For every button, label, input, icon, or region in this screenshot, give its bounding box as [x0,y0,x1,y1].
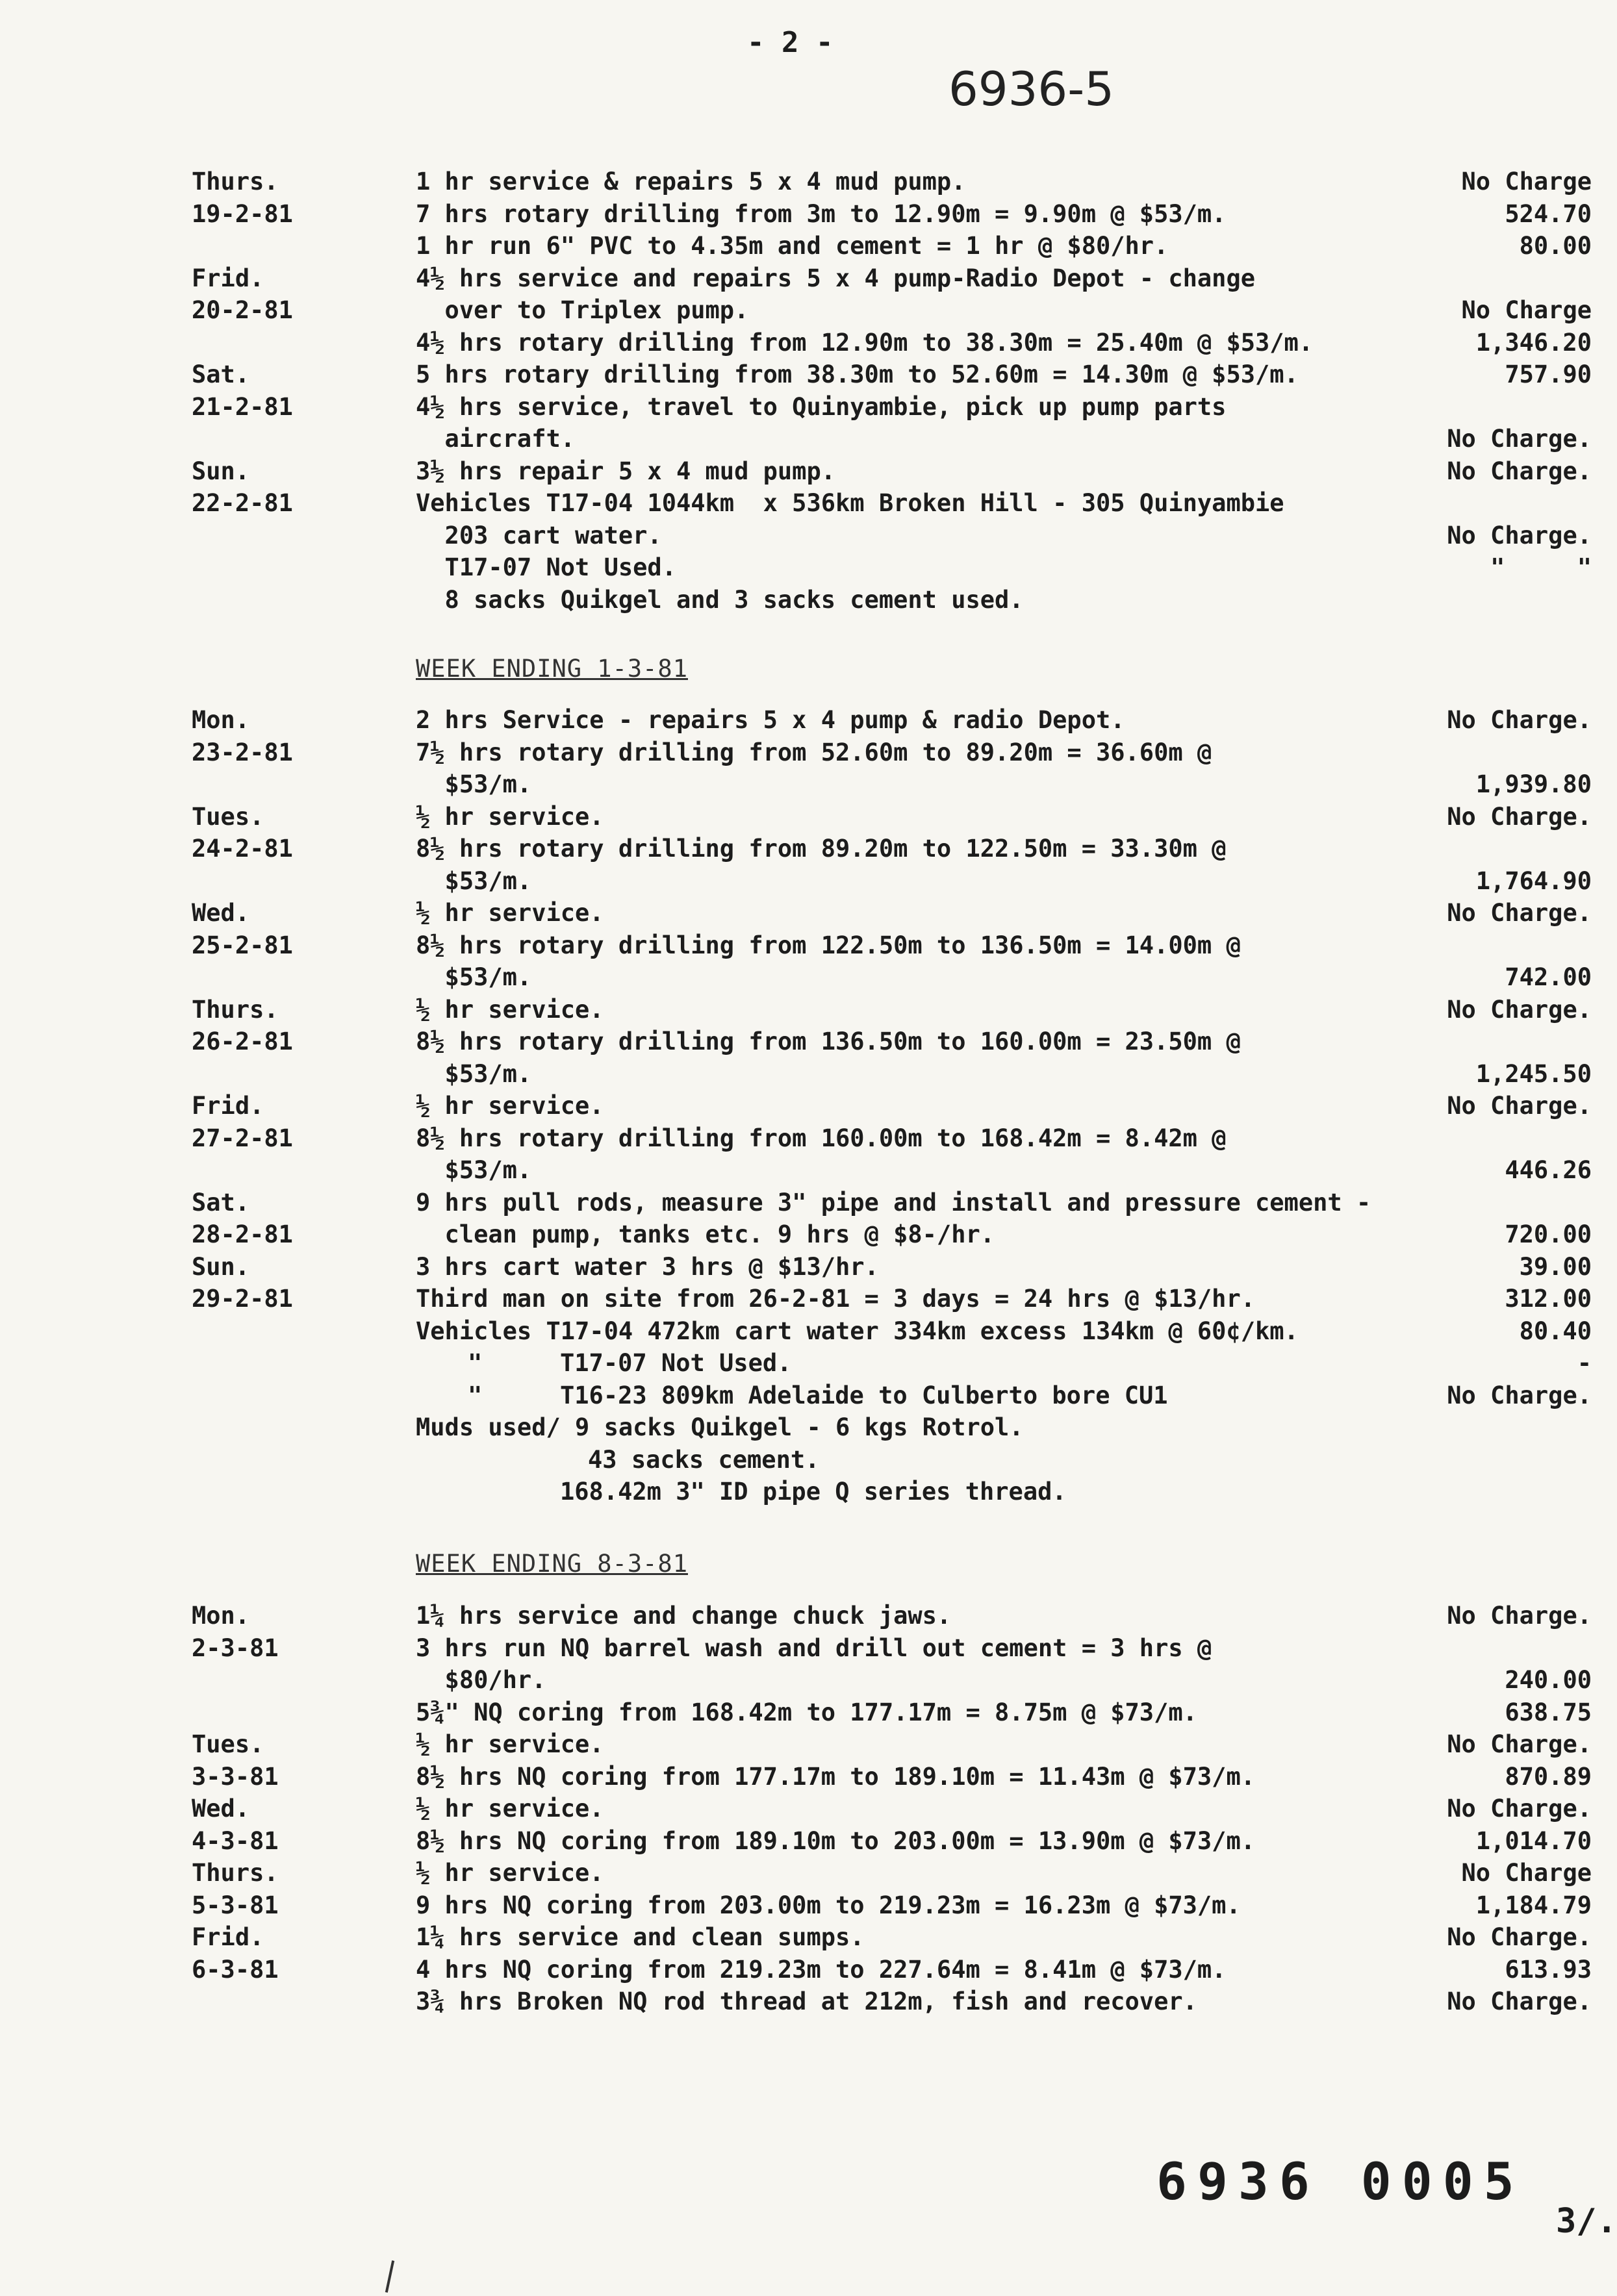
entry-row: Wed. ½ hr service. No Charge. [192,1795,1592,1823]
entry-row: 19-2-81 7 hrs rotary drilling from 3m to 12.90m = 9.90m @ $53/m. 524.70 [192,200,1592,228]
entry-row: $53/m. 446.26 [416,1156,1592,1184]
entry-row: 5-3-81 9 hrs NQ coring from 203.00m to 219.23m = 16.23m @ $73/m. 1,184.79 [192,1891,1592,1919]
entry-row: 26-2-81 8½ hrs rotary drilling from 136.50m to 160.00m = 23.50m @ [192,1028,1241,1055]
muds-used-line: 168.42m 3" ID pipe Q series thread. [560,1478,1067,1506]
entry-row: Thurs. ½ hr service. No Charge. [192,996,1592,1024]
entry-row: 1 hr run 6" PVC to 4.35m and cement = 1 hr @ $80/hr. 80.00 [416,232,1592,260]
entry-row: Tues. ½ hr service. No Charge. [192,1730,1592,1758]
entry-row: aircraft. No Charge. [416,425,1592,453]
entry-row: 4-3-81 8½ hrs NQ coring from 189.10m to 203.00m = 13.90m @ $73/m. 1,014.70 [192,1827,1592,1855]
muds-used-line: Muds used/ 9 sacks Quikgel - 6 kgs Rotrol. [416,1413,1024,1441]
entry-row: 27-2-81 8½ hrs rotary drilling from 160.00m to 168.42m = 8.42m @ [192,1124,1227,1152]
vehicle-row: " T16-23 809km Adelaide to Culberto bore CU1 No Charge. [468,1381,1592,1409]
file-reference: 6936-5 [949,62,1115,116]
document-stamp-number: 6936 0005 [1156,2153,1525,2212]
continuation-marker: 3/. [1556,2202,1617,2241]
entry-row: Tues. ½ hr service. No Charge. [192,803,1592,831]
entry-row: 3-3-81 8½ hrs NQ coring from 177.17m to 189.10m = 11.43m @ $73/m. 870.89 [192,1763,1592,1791]
entry-row: Thurs. 1 hr service & repairs 5 x 4 mud pump. No Charge [192,168,1592,196]
vehicle-row: " T17-07 Not Used. - [468,1349,1592,1377]
entry-row: Frid. 1¼ hrs service and clean sumps. No Charge. [192,1923,1592,1951]
entry-row: 29-2-81 Third man on site from 26-2-81 = 3 days = 24 hrs @ $13/hr. 312.00 [192,1285,1592,1313]
entry-row: 3¾ hrs Broken NQ rod thread at 212m, fish and recover. No Charge. [416,1987,1592,2015]
week-ending-heading: WEEK ENDING 8-3-81 [416,1550,688,1578]
pen-mark [385,2260,394,2293]
entry-row: 25-2-81 8½ hrs rotary drilling from 122.50m to 136.50m = 14.00m @ [192,931,1241,959]
entry-row: $53/m. 1,939.80 [416,770,1592,798]
entry-row: 6-3-81 4 hrs NQ coring from 219.23m to 227.64m = 8.41m @ $73/m. 613.93 [192,1956,1592,1984]
entry-row: 5¾" NQ coring from 168.42m to 177.17m = 8.75m @ $73/m. 638.75 [416,1698,1592,1726]
page-number: - 2 - [747,26,834,59]
entry-row: 4½ hrs rotary drilling from 12.90m to 38.30m = 25.40m @ $53/m. 1,346.20 [416,329,1592,357]
entry-row: Thurs. ½ hr service. No Charge [192,1859,1592,1887]
week-ending-heading: WEEK ENDING 1-3-81 [416,655,688,683]
entry-row: Mon. 2 hrs Service - repairs 5 x 4 pump & radio Depot. No Charge. [192,706,1592,734]
muds-used-line: 43 sacks cement. [588,1446,820,1474]
entry-row: $53/m. 1,764.90 [416,867,1592,895]
entry-row: Frid. 4½ hrs service and repairs 5 x 4 pump-Radio Depot - change [192,264,1256,292]
entry-row: 20-2-81 over to Triplex pump. No Charge [192,296,1592,324]
entry-row: 28-2-81 clean pump, tanks etc. 9 hrs @ $8-/hr. 720.00 [192,1220,1592,1248]
entry-row: Sun. 3 hrs cart water 3 hrs @ $13/hr. 39.00 [192,1253,1592,1281]
entry-row: Frid. ½ hr service. No Charge. [192,1092,1592,1120]
entry-row: Mon. 1¼ hrs service and change chuck jaws. No Charge. [192,1602,1592,1630]
entry-row: 23-2-81 7½ hrs rotary drilling from 52.60m to 89.20m = 36.60m @ [192,738,1212,766]
entry-row: Sat. 9 hrs pull rods, measure 3" pipe and install and pressure cement - [192,1189,1371,1217]
entry-row: Wed. ½ hr service. No Charge. [192,899,1592,927]
entry-row: 22-2-81 Vehicles T17-04 1044km x 536km Broken Hill - 305 Quinyambie [192,489,1284,517]
entry-row: Sat. 5 hrs rotary drilling from 38.30m to 52.60m = 14.30m @ $53/m. 757.90 [192,360,1592,388]
entry-row: T17-07 Not Used. " " [416,553,1592,581]
entry-row: $53/m. 742.00 [416,963,1592,991]
entry-row: Sun. 3½ hrs repair 5 x 4 mud pump. No Charge. [192,457,1592,485]
entry-row: 2-3-81 3 hrs run NQ barrel wash and drill out cement = 3 hrs @ [192,1634,1212,1662]
entry-row: 21-2-81 4½ hrs service, travel to Quinyambie, pick up pump parts [192,393,1227,421]
entry-row: $80/hr. 240.00 [416,1666,1592,1694]
entry-row: 8 sacks Quikgel and 3 sacks cement used. [416,586,1024,614]
entry-row: Vehicles T17-04 472km cart water 334km excess 134km @ 60¢/km. 80.40 [416,1317,1592,1345]
entry-row: 203 cart water. No Charge. [416,522,1592,549]
entry-row: 24-2-81 8½ hrs rotary drilling from 89.20m to 122.50m = 33.30m @ [192,835,1227,863]
entry-row: $53/m. 1,245.50 [416,1060,1592,1088]
